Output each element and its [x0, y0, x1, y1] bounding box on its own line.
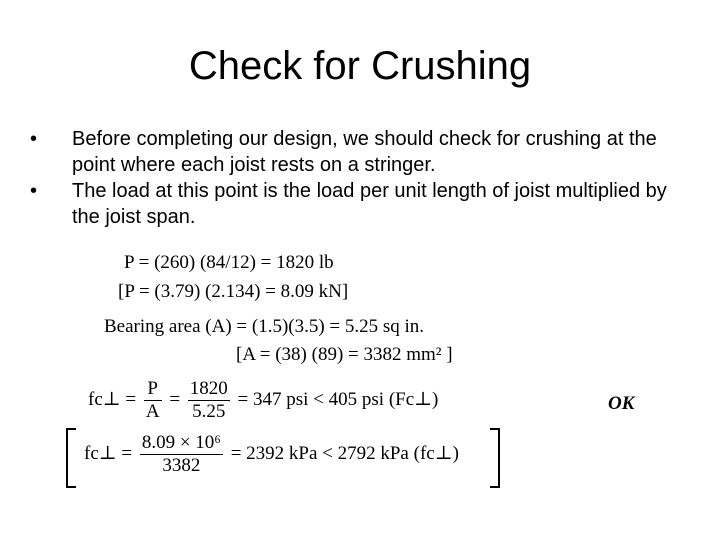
- fraction-p-over-a: [144, 378, 162, 423]
- stress-lhs: fc⊥ =: [88, 388, 137, 410]
- fraction-denominator: 3382: [162, 455, 201, 476]
- equation-stress-psi: [88, 378, 438, 423]
- equation-stress-kpa: [84, 432, 459, 477]
- equation-load-lb: P = (260) (84/12) = 1820 lb: [124, 252, 334, 273]
- bracket-close: [490, 428, 500, 488]
- fraction-denominator: A: [145, 401, 160, 422]
- fraction-si: [140, 432, 223, 477]
- fraction-numerator: P: [144, 378, 162, 401]
- equation-bearing-area-mm: [A = (38) (89) = 3382 mm² ]: [236, 344, 453, 365]
- si-rhs: = 2392 kPa < 2792 kPa (fc⊥): [230, 442, 459, 464]
- bullet-text: The load at this point is the load per unit length of joist multiplied by the joist span.: [72, 180, 667, 228]
- bullet-item: [30, 126, 700, 178]
- bullet-list: [30, 126, 700, 230]
- stress-rhs: = 347 psi < 405 psi (Fc⊥): [237, 388, 439, 410]
- fraction-numerator: 1820: [189, 378, 228, 399]
- fraction-1820-over-525: [188, 378, 230, 423]
- equation-bearing-area-in: Bearing area (A) = (1.5)(3.5) = 5.25 sq in.: [104, 316, 425, 337]
- equation-load-kn: [P = (3.79) (2.134) = 8.09 kN]: [118, 281, 349, 302]
- bracket-open: [66, 428, 76, 488]
- si-lhs: fc⊥ =: [84, 442, 133, 464]
- bullet-glyph: •: [30, 128, 38, 150]
- ok-label: OK: [608, 393, 635, 414]
- bullet-glyph: •: [30, 180, 38, 202]
- fraction-denominator: 5.25: [192, 401, 226, 422]
- bullet-text: Before completing our design, we should check for crushing at the point where each joist rests on a stringer.: [72, 128, 657, 176]
- fraction-numerator: 8.09 × 10⁶: [141, 432, 221, 453]
- slide-title: Check for Crushing: [188, 44, 532, 88]
- bullet-item: [30, 178, 700, 230]
- equals-sign: =: [169, 388, 181, 410]
